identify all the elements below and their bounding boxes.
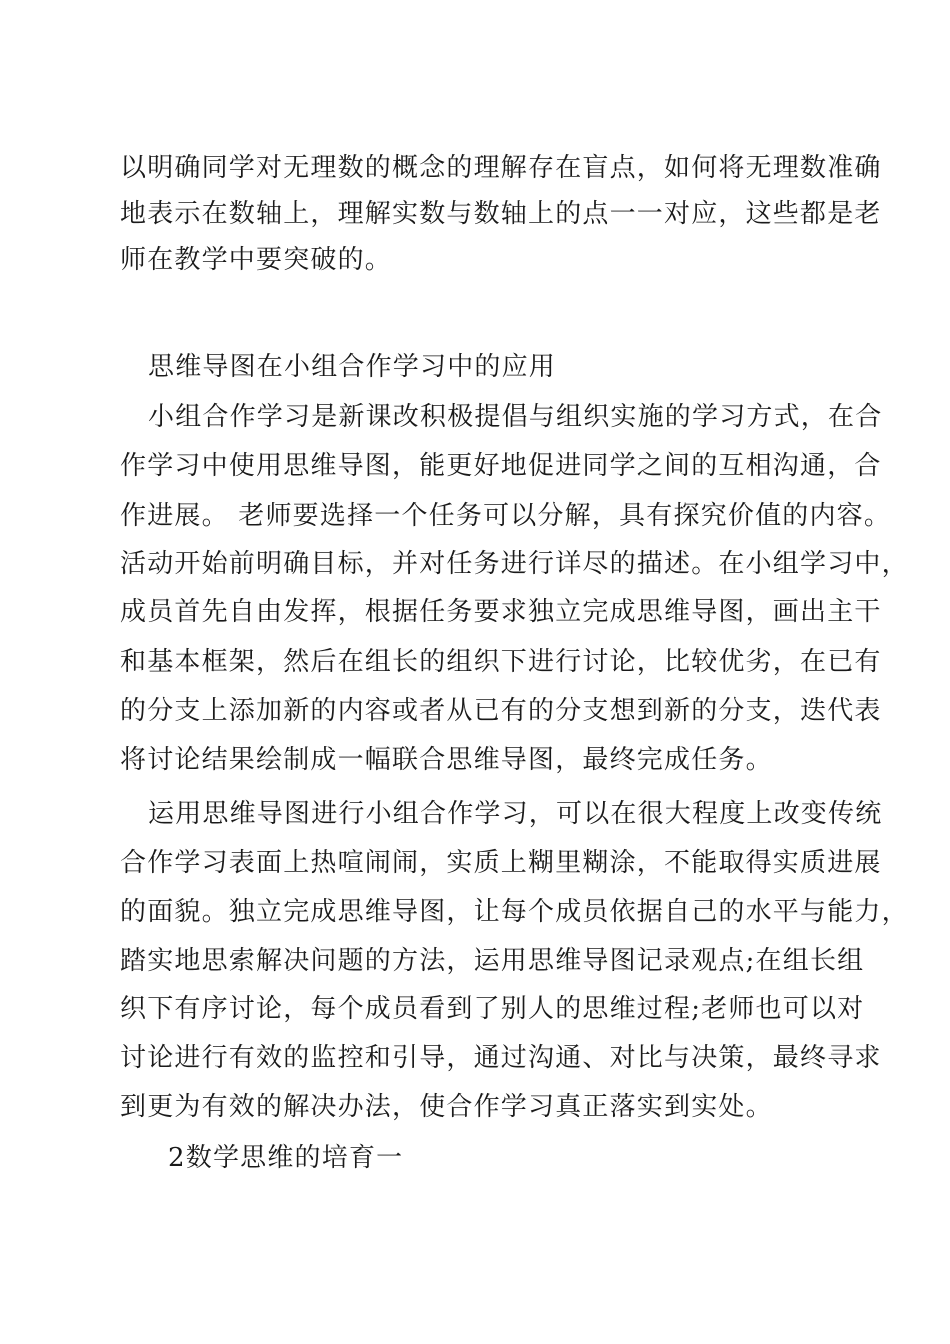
paragraph-3-line-2: 合作学习表面上热喧闹闹，实质上糊里糊涂，不能取得实质进展 — [120, 848, 882, 878]
paragraph-1-line-1: 以明确同学对无理数的概念的理解存在盲点，如何将无理数准确 — [120, 153, 882, 183]
paragraph-1-line-3: 师在教学中要突破的。 — [120, 245, 393, 275]
paragraph-2-line-3: 作进展。 老师要选择一个任务可以分解，具有探究价值的内容。 — [120, 501, 892, 531]
paragraph-3-line-5: 织下有序讨论，每个成员看到了别人的思维过程;老师也可以对 — [120, 994, 865, 1024]
paragraph-2-line-8: 将讨论结果绘制成一幅联合思维导图，最终完成任务。 — [120, 745, 773, 775]
paragraph-3-line-3: 的面貌。独立完成思维导图，让每个成员依据自己的水平与能力， — [120, 897, 909, 927]
paragraph-1-line-2: 地表示在数轴上，理解实数与数轴上的点一一对应，这些都是老 — [120, 199, 882, 229]
section-heading-math-thinking: 2数学思维的培育一 — [168, 1143, 404, 1173]
paragraph-2-line-4: 活动开始前明确目标，并对任务进行详尽的描述。在小组学习中， — [120, 549, 909, 579]
paragraph-2-line-6: 和基本框架，然后在组长的组织下进行讨论，比较优劣，在已有 — [120, 647, 882, 677]
paragraph-2-line-5: 成员首先自由发挥，根据任务要求独立完成思维导图，画出主干 — [120, 597, 882, 627]
section-heading-mindmap-group-learning: 思维导图在小组合作学习中的应用 — [148, 352, 557, 382]
paragraph-2-line-1: 小组合作学习是新课改积极提倡与组织实施的学习方式，在合 — [148, 402, 883, 432]
paragraph-3-line-6: 讨论进行有效的监控和引导，通过沟通、对比与决策，最终寻求 — [120, 1043, 882, 1073]
paragraph-3-line-7: 到更为有效的解决办法，使合作学习真正落实到实处。 — [120, 1092, 773, 1122]
paragraph-3-line-1: 运用思维导图进行小组合作学习，可以在很大程度上改变传统 — [148, 799, 883, 829]
paragraph-2-line-7: 的分支上添加新的内容或者从已有的分支想到新的分支，迭代表 — [120, 696, 882, 726]
paragraph-3-line-4: 踏实地思索解决问题的方法，运用思维导图记录观点;在组长组 — [120, 946, 865, 976]
paragraph-2-line-2: 作学习中使用思维导图，能更好地促进同学之间的互相沟通，合 — [120, 451, 882, 481]
